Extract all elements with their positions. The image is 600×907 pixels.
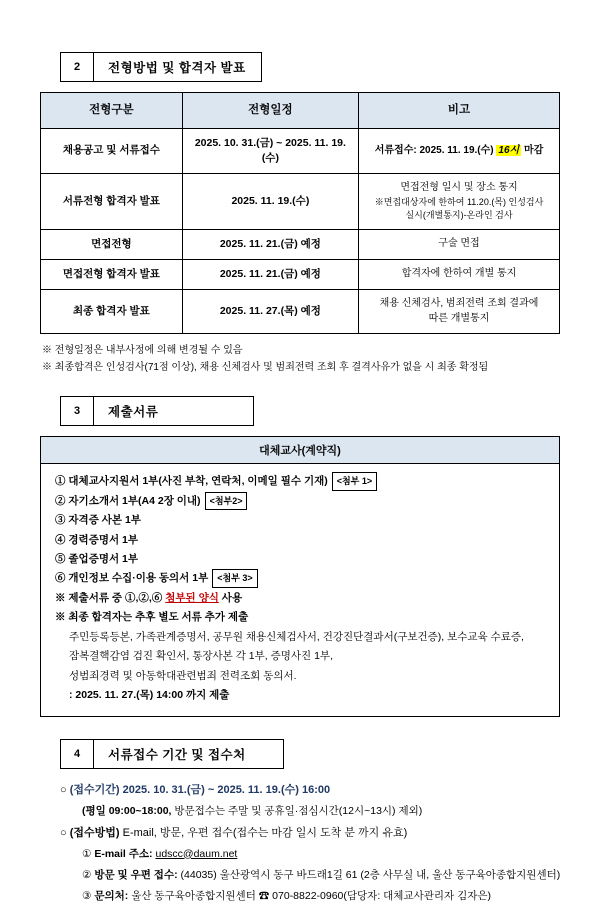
extra-doc-line: 잠복결핵감염 검진 확인서, 통장사본 각 1부, 증명사진 1부, [69, 650, 333, 663]
cell-remarks: 합격자에 한하여 개별 통지 [359, 259, 560, 289]
section-title-3: 제출서류 [94, 396, 254, 426]
cell-date: 2025. 11. 19.(수) [182, 174, 358, 230]
application-hours-row [60, 801, 560, 822]
remarks-line1: 면접전형 일시 및 장소 통지 [400, 182, 518, 194]
cell-remarks: 구술 면접 [359, 229, 560, 259]
extra-doc-line: 성범죄경력 및 아동학대관련범죄 전력조회 동의서. [69, 669, 297, 682]
note-suffix: 사용 [221, 592, 243, 604]
section-number-4: 4 [60, 739, 94, 769]
address-label: 방문 및 우편 접수: [94, 868, 178, 881]
highlight-deadline-time: 16시 [498, 144, 520, 156]
document-item-label: ⑥ 개인정보 수집·이용 동의서 1부 [55, 572, 209, 585]
documents-note-forms [55, 589, 545, 608]
column-header-date: 전형일정 [182, 93, 358, 129]
attachment-tag: <첨부 3> [212, 569, 257, 588]
cell-date: 2025. 10. 31.(금) ~ 2025. 11. 19.(수) [182, 128, 358, 173]
section-heading-4 [60, 739, 560, 769]
address-value: (44035) 울산광역시 동구 바드래1길 61 (2층 사무실 내, 울산 동구육아종합지원센터) [180, 868, 561, 881]
schedule-notes [42, 342, 560, 376]
contact-label: 문의처: [94, 889, 129, 902]
document-item-label: ② 자기소개서 1부(A4 2장 이내) [55, 494, 201, 507]
documents-box [40, 436, 560, 716]
remarks-text: 서류접수: 2025. 11. 19.(수) [374, 144, 494, 156]
email-label: E-mail 주소: [94, 847, 153, 860]
document-item [55, 492, 545, 512]
cell-date: 2025. 11. 21.(금) 예정 [182, 259, 358, 289]
remarks-line2: ※면접대상자에 한하여 11.20.(목) 인성검사 [374, 196, 544, 207]
document-item: ⑤ 졸업증명서 1부 [55, 553, 139, 566]
application-info-list [60, 779, 560, 907]
cell-date: 2025. 11. 27.(목) 예정 [182, 290, 358, 334]
extra-doc-line: 주민등록등본, 가족관계증명서, 공무원 채용신체검사서, 건강진단결과서(구보건증), 보수교육 수료증, [69, 630, 524, 643]
application-method-label: (접수방법) [69, 826, 120, 839]
email-row [60, 844, 560, 865]
table-row [41, 290, 560, 334]
document-item: ④ 경력증명서 1부 [55, 533, 139, 546]
document-item [55, 472, 545, 492]
note-prefix: ※ 제출서류 중 ①,②,⑥ [55, 592, 163, 604]
table-row [41, 259, 560, 289]
section-heading-3 [60, 396, 560, 426]
contact-value: 울산 동구육아종합지원센터 ☎ 070-8822-0960(담당자: 대체교사관리자 김자은) [131, 889, 492, 902]
application-period-value: 2025. 10. 31.(금) ~ 2025. 11. 19.(수) 16:00 [122, 783, 331, 796]
section-number-3: 3 [60, 396, 94, 426]
document-item: ③ 자격증 사본 1부 [55, 514, 141, 527]
column-header-remarks: 비고 [359, 93, 560, 129]
documents-note-additional: ※ 최종 합격자는 추후 별도 서류 추가 제출 [55, 611, 249, 624]
cell-remarks [359, 128, 560, 173]
cell-type: 서류전형 합격자 발표 [41, 174, 183, 230]
cell-type: 채용공고 및 서류접수 [41, 128, 183, 173]
application-hours-value: 방문접수는 주말 및 공휴일·점심시간(12시~13시) 제외) [174, 804, 423, 817]
contact-row [60, 886, 560, 907]
table-row [41, 128, 560, 173]
cell-type: 면접전형 합격자 발표 [41, 259, 183, 289]
application-period-row [60, 779, 560, 801]
application-hours-label: (평일 09:00~18:00, [82, 804, 172, 817]
cell-remarks [359, 174, 560, 230]
document-item [55, 569, 545, 589]
schedule-table [40, 92, 560, 334]
cell-type: 면접전형 [41, 229, 183, 259]
application-period-label: (접수기간) [69, 783, 120, 796]
cell-type: 최종 합격자 발표 [41, 290, 183, 334]
section-title-4: 서류접수 기간 및 접수처 [94, 739, 284, 769]
address-row [60, 865, 560, 886]
remarks-line2: 따른 개별통지 [428, 312, 490, 324]
note-line-1: ※ 전형일정은 내부사정에 의해 변경될 수 있음 [42, 345, 243, 357]
attachment-tag: <첨부2> [205, 492, 248, 511]
extra-doc-deadline: : 2025. 11. 27.(목) 14:00 까지 제출 [69, 689, 230, 702]
section-number-2: 2 [60, 52, 94, 82]
cell-date: 2025. 11. 21.(금) 예정 [182, 229, 358, 259]
table-row [41, 229, 560, 259]
column-header-type: 전형구분 [41, 93, 183, 129]
bullet-circle: ○ [60, 783, 67, 796]
list-marker: ③ [82, 889, 92, 902]
section-title-2: 전형방법 및 합격자 발표 [94, 52, 262, 82]
application-method-row [60, 822, 560, 844]
remarks-line1: 채용 신체검사, 범죄전력 조회 결과에 [379, 298, 539, 310]
attachment-tag: <첨부 1> [332, 472, 377, 491]
documents-box-body [41, 464, 559, 715]
document-item-label: ① 대체교사지원서 1부(사진 부착, 연락처, 이메일 필수 기재) [55, 475, 328, 488]
list-marker: ① [82, 847, 92, 860]
cell-remarks [359, 290, 560, 334]
email-value[interactable]: udscc@daum.net [155, 847, 238, 860]
table-header-row [41, 93, 560, 129]
remarks-line3: 실시(개별통지)-온라인 검사 [405, 209, 513, 220]
table-row [41, 174, 560, 230]
section-heading-2 [60, 52, 560, 82]
application-method-value: E-mail, 방문, 우편 접수(접수는 마감 일시 도착 분 까지 유효) [122, 826, 408, 839]
note-emphasis: 첨부된 양식 [165, 592, 219, 604]
documents-box-title: 대체교사(계약직) [41, 437, 559, 464]
note-line-2: ※ 최종합격은 인성검사(71점 이상), 채용 신체검사 및 범죄전력 조회 후 결격사유가 없을 시 최종 확정됨 [42, 362, 489, 374]
bullet-circle: ○ [60, 826, 67, 839]
remarks-suffix: 마감 [523, 144, 544, 156]
list-marker: ② [82, 868, 92, 881]
